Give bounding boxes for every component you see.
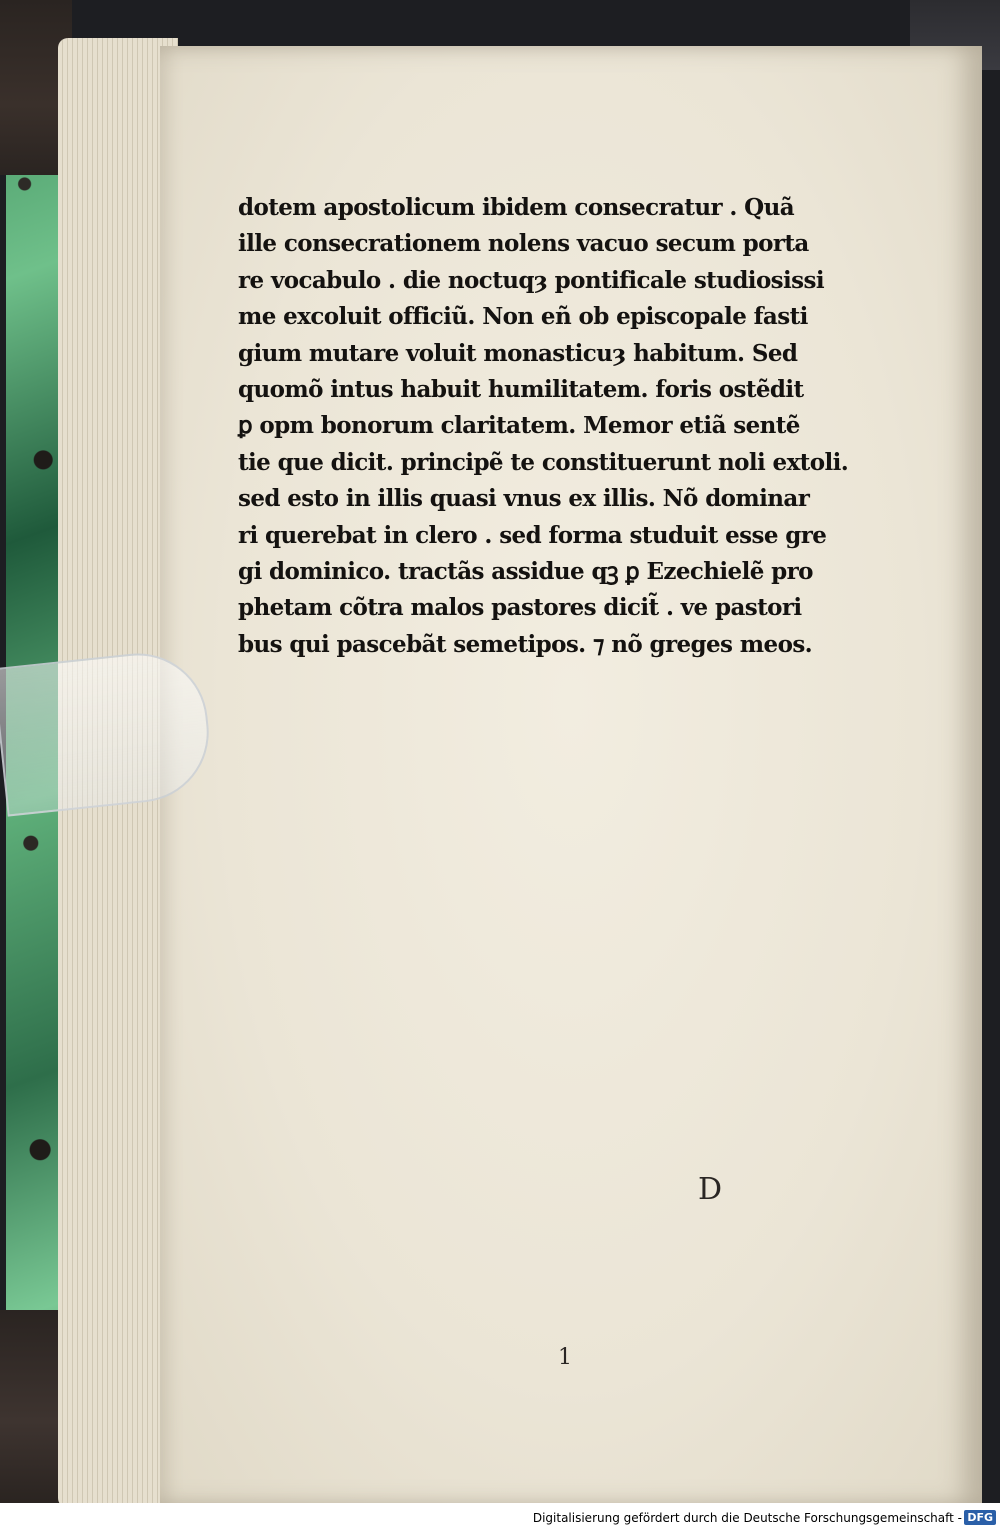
footer-bar <box>0 1503 1000 1533</box>
text-line: quomõ intus habuit humilitatem. foris ostẽdit <box>238 375 804 403</box>
text-line: dotem apostolicum ibidem consecratur . Quã <box>238 194 795 221</box>
page-mark: 1 <box>558 1345 572 1370</box>
text-line: bus qui pascebãt semetipos. ⁊ nõ greges meos. <box>238 630 813 658</box>
text-line: ꝑ opm bonorum claritatem. Memor etiã sentẽ <box>238 412 800 440</box>
text-line: ille consecrationem nolens vacuo secum porta <box>238 230 809 258</box>
text-line: me excoluit officiũ. Non eñ ob episcopale fasti <box>238 303 808 331</box>
text-line: ri querebat in clero . sed forma studuit esse gre <box>238 521 827 549</box>
text-line: sed esto in illis quasi vnus ex illis. Nõ dominar <box>238 485 810 513</box>
text-line: gium mutare voluit monasticuȝ habitum. Sed <box>238 339 798 367</box>
text-line: gi dominico. tractãs assidue qꝫ ꝑ Ezechielẽ pro <box>238 557 813 585</box>
text-line: tie que dicit. principẽ te constituerunt noli extoli. <box>238 448 849 476</box>
signature-mark: D <box>698 1172 723 1207</box>
dfg-logo-icon: DFG <box>964 1510 996 1525</box>
printed-text-block <box>238 190 938 663</box>
funding-credit: Digitalisierung gefördert durch die Deutsche Forschungsgemeinschaft - <box>532 1511 962 1525</box>
text-line: re vocabulo . die noctuqȝ pontificale studiosissi <box>238 266 825 294</box>
text-line: phetam cõtra malos pastores dicit̃ . ve pastori <box>238 594 802 622</box>
